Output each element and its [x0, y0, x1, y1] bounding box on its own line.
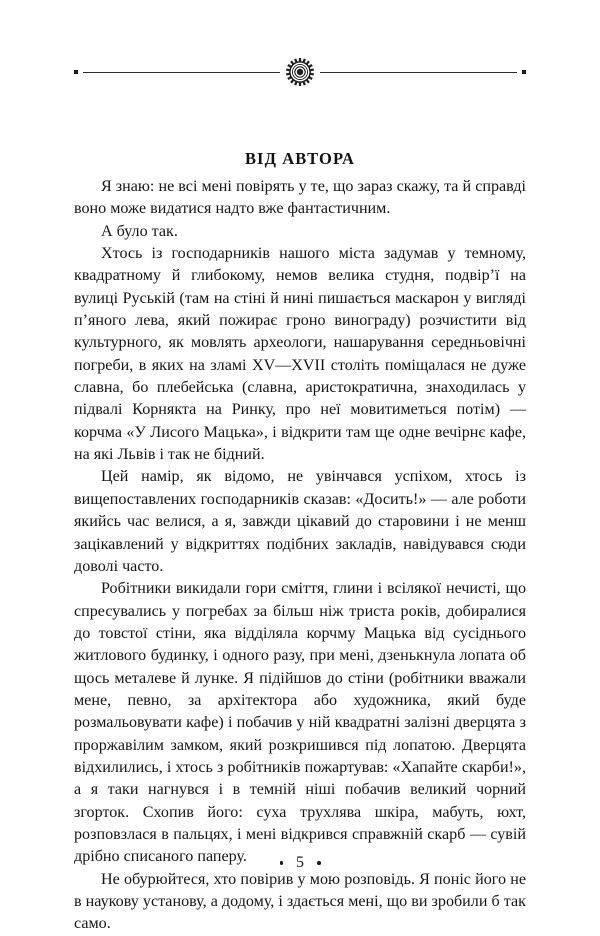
paragraph: А було так.	[101, 222, 178, 240]
footer-left-dot-icon	[280, 861, 284, 865]
paragraph: Не обурюйтеся, хто повірив у мою розповідь. Я поніс його не в наукову установу, а додому, і здається мені, що ви зробили б так само.	[74, 870, 526, 933]
paragraph: Цей намір, як відомо, не увінчався успіхом, хтось із вищепоставлених господарників сказав: «Досить!» — але роботи якийсь час велися, а я, завжди цікавий до старовини і не менш зацікавлений у відкриттях подібних закладів, навідувався сюди доволі часто.	[74, 468, 526, 575]
ornament-right-rule	[320, 72, 517, 73]
body-text	[74, 176, 526, 936]
page-title: ВІД АВТОРА	[244, 149, 356, 169]
paragraph: Робітники викидали гори сміття, глини і всілякої нечисті, що спресувались у погребах за більш ніж триста років, добиралися до товстої стіни, яка відділяла корчму Мацька від сусіднього житлового будинку, і одного разу, при мені, дзенькнула лопата об щось металеве й лунке. Я підійшов до стіни (робітники вважали мене, певно, за архітектора або художника, який буде розмальовувати кафе) і побачив у ній квадратні залізні дверцята з проржавілим замком, який розкришився під лопатою. Дверцята відхилились, і хтось з робітників пожартував: «Хапайте скарби!», а я таки нагнувся і в темній ніші побачив великий чорний згорток. Схопив його: суха трухлява шкіра, мабуть, юхт, розповзлася в пальцях, і мені відкрився справжній скарб — сувій дрібно списаного паперу.	[74, 580, 526, 866]
ornament-right-dot-icon	[522, 70, 526, 74]
page-footer	[74, 855, 526, 871]
header-ornament	[74, 58, 526, 86]
paragraph: Хтось із господарників нашого міста задумав у темному, квадратному й глибокому, немов велика студня, подвір’ї на вулиці Руській (там на стіні й нині пишається маскарон у вигляді п’яного лева, який пожирає гроно винограду) розчистити від культурного, як мовлять археологи, нашарування середньовічні погреби, в яких на зламі XV—XVII століть поміщалася не дуже славна, бо плебейська (славна, аристократична, знаходилась у підвалі Корнякта на Ринку, про неї мовитиметься потім) — корчма «У Лисого Мацька», і відкрити там ще одне вечірнє кафе, на які Львів і так не бідний.	[74, 245, 526, 464]
gear-rosette-icon	[285, 58, 315, 86]
page-number: 5	[296, 854, 304, 871]
paragraph: Я знаю: не всі мені повірять у те, що зараз скажу, та й справді воно може видатися надто вже фантастичним.	[74, 178, 526, 218]
ornament-left-rule	[83, 72, 280, 73]
ornament-left-dot-icon	[74, 70, 78, 74]
footer-right-dot-icon	[317, 861, 321, 865]
